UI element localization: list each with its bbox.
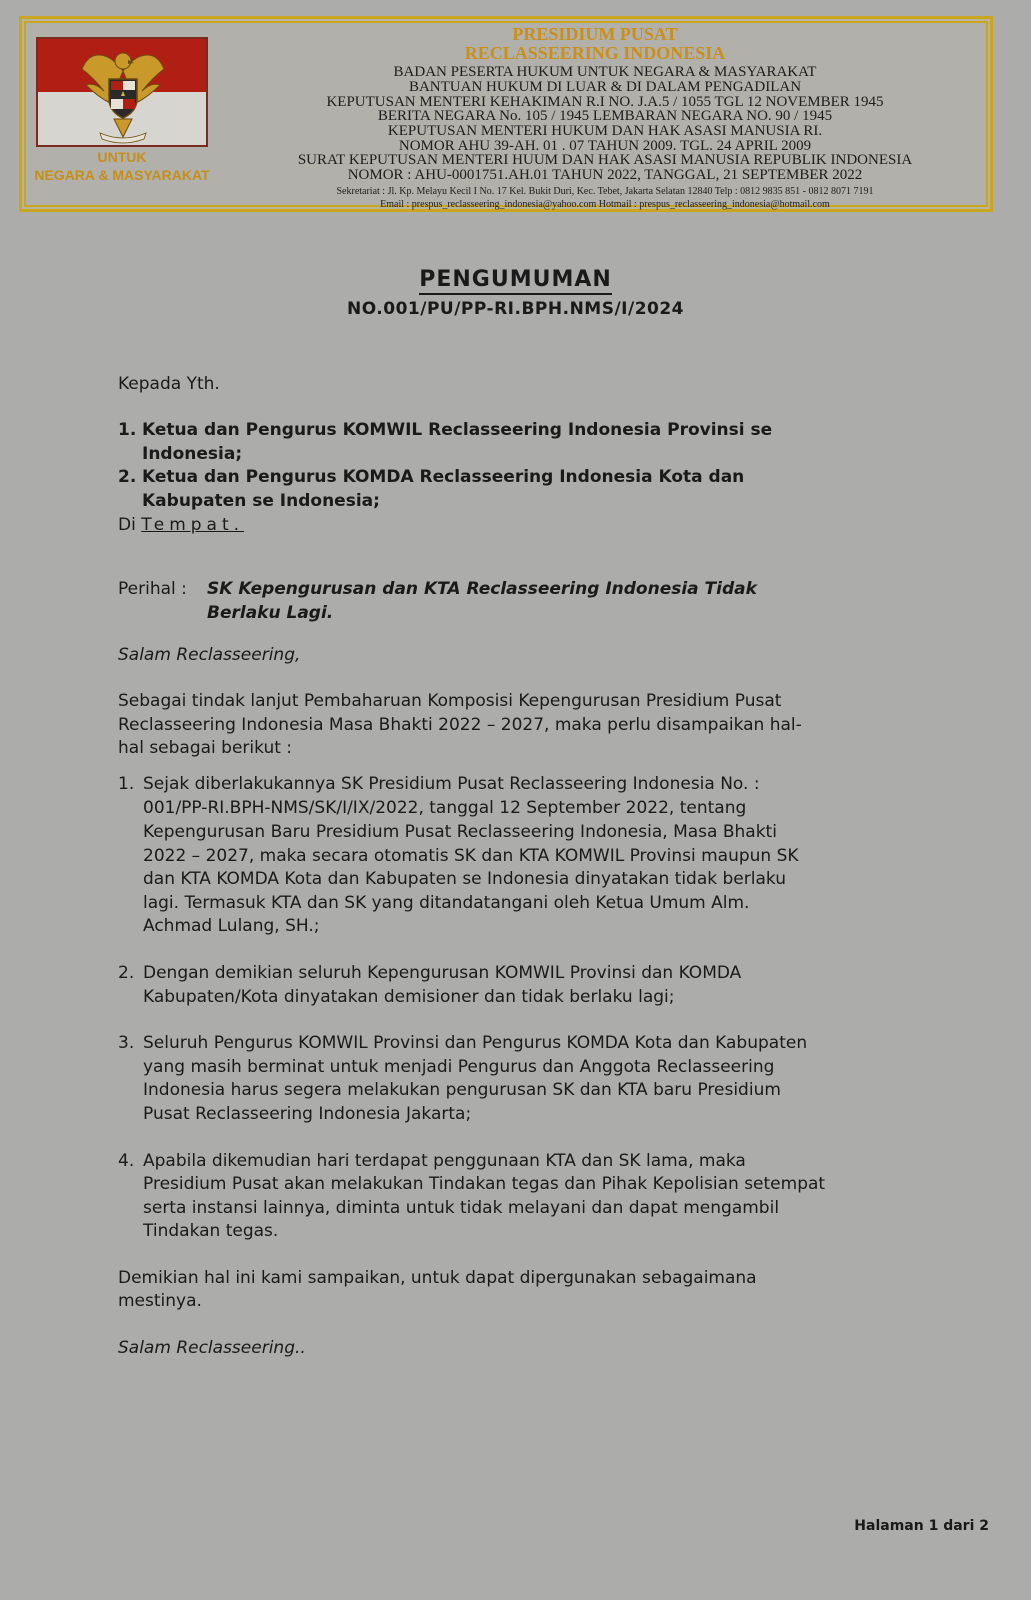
letterhead-email: Email : prespus_reclasseering_indonesia@yahoo.com Hotmail : prespus_reclasseering_indonesia@hotmail.com (380, 199, 830, 210)
page-number: Halaman 1 dari 2 (854, 1518, 989, 1534)
letterhead-line: NOMOR : AHU-0001751.AH.01 TAHUN 2022, TANGGAL, 21 SEPTEMBER 2022 (347, 167, 863, 183)
point-line: Presidium Pusat akan melakukan Tindakan tegas dan Pihak Kepolisian setempat (143, 1174, 826, 1194)
point-line: 2022 – 2027, maka secara otomatis SK dan KTA KOMWIL Provinsi maupun SK (143, 846, 799, 866)
point-line: Apabila dikemudian hari terdapat penggunaan KTA dan SK lama, maka (143, 1151, 746, 1171)
point-line: Dengan demikian seluruh Kepengurusan KOMWIL Provinsi dan KOMDA (143, 963, 742, 983)
recipient-text: Kabupaten se Indonesia; (142, 490, 380, 511)
intro-line: Reclasseering Indonesia Masa Bhakti 2022 – 2027, maka perlu disampaikan hal- (118, 715, 802, 735)
recipient-item (118, 419, 898, 467)
letterhead-line: BERITA NEGARA No. 105 / 1945 LEMBARAN NEGARA NO. 90 / 1945 (377, 108, 833, 124)
letterhead-line: NOMOR AHU 39-AH. 01 . 07 TAHUN 2009. TGL. 24 APRIL 2009 (398, 138, 812, 154)
point-number: 3. (118, 1033, 135, 1053)
letterhead-line: KEPUTUSAN MENTERI HUKUM DAN HAK ASASI MANUSIA RI. (387, 123, 823, 139)
perihal-text: SK Kepengurusan dan KTA Reclasseering Indonesia Tidak (207, 579, 757, 599)
point-number: 2. (118, 963, 135, 983)
point-number: 4. (118, 1151, 135, 1171)
addressee-label: Kepada Yth. (118, 374, 220, 394)
logo-flag (36, 37, 208, 147)
recipient-text: Ketua dan Pengurus KOMDA Reclasseering Indonesia Kota dan (142, 467, 745, 487)
org-subtitle: RECLASSEERING INDONESIA (464, 43, 726, 63)
point-line: Kabupaten/Kota dinyatakan demisioner dan tidak berlaku lagi; (143, 987, 675, 1007)
letterhead-address: Sekretariat : Jl. Kp. Melayu Kecil I No. 17 Kel. Bukit Duri, Kec. Tebet, Jakarta Selatan 12840 Telp : 0812 9835 851 - 0812 8071 7191 (336, 186, 874, 197)
point-line: Kepengurusan Baru Presidium Pusat Reclasseering Indonesia, Masa Bhakti (143, 822, 777, 842)
point-line: Achmad Lulang, SH.; (143, 916, 320, 936)
perihal-label: Perihal : (118, 579, 187, 599)
document-title-text: PENGUMUMAN (419, 267, 612, 295)
point-line: serta instansi lainnya, diminta untuk tidak melayani dan dapat mengambil (143, 1198, 780, 1218)
point-number: 1. (118, 774, 135, 794)
recipient-number: 1. (118, 420, 137, 440)
point-line: dan KTA KOMDA Kota dan Kabupaten se Indonesia dinyatakan tidak berlaku (143, 869, 786, 889)
document-number: NO.001/PU/PP-RI.BPH.NMS/I/2024 (346, 299, 685, 319)
recipient-number: 2. (118, 467, 137, 487)
letterhead-line: KEPUTUSAN MENTERI KEHAKIMAN R.I NO. J.A.5 / 1055 TGL 12 NOVEMBER 1945 (326, 94, 884, 110)
letterhead-line: BANTUAN HUKUM DI LUAR & DI DALAM PENGADILAN (408, 79, 802, 95)
logo-caption-untuk: UNTUK (97, 149, 147, 165)
intro-line: Sebagai tindak lanjut Pembaharuan Komposisi Kepengurusan Presidium Pusat (118, 691, 782, 711)
closing-greeting: Salam Reclasseering.. (118, 1338, 306, 1358)
closing-line: Demikian hal ini kami sampaikan, untuk dapat dipergunakan sebagaimana (118, 1268, 757, 1288)
point-line: Tindakan tegas. (143, 1221, 279, 1241)
intro-line: hal sebagai berikut : (118, 738, 293, 758)
point-line: Pusat Reclasseering Indonesia Jakarta; (143, 1104, 472, 1124)
point-line: yang masih berminat untuk menjadi Pengurus dan Anggota Reclasseering (143, 1057, 775, 1077)
place-line (118, 514, 244, 538)
greeting: Salam Reclasseering, (118, 645, 301, 665)
letterhead-line: BADAN PESERTA HUKUM UNTUK NEGARA & MASYARAKAT (393, 64, 817, 80)
recipient-item (118, 466, 898, 514)
document-title (0, 267, 1031, 292)
point-line: 001/PP-RI.BPH-NMS/SK/I/IX/2022, tanggal 12 September 2022, tentang (143, 798, 747, 818)
point-line: Indonesia harus segera melakukan pengurusan SK dan KTA baru Presidium (143, 1080, 781, 1100)
letterhead-line: SURAT KEPUTUSAN MENTERI HUUM DAN HAK ASASI MANUSIA REPUBLIK INDONESIA (297, 152, 913, 168)
recipient-text: Ketua dan Pengurus KOMWIL Reclasseering Indonesia Provinsi se (142, 420, 773, 440)
closing-line: mestinya. (118, 1291, 202, 1311)
place-prefix: Di (118, 515, 136, 535)
point-line: Sejak diberlakukannya SK Presidium Pusat Reclasseering Indonesia No. : (143, 774, 760, 794)
perihal-text: Berlaku Lagi. (207, 603, 334, 623)
garuda-emblem-icon (78, 41, 168, 145)
logo-caption-negara: NEGARA & MASYARAKAT (34, 167, 210, 183)
point-line: Seluruh Pengurus KOMWIL Provinsi dan Pengurus KOMDA Kota dan Kabupaten (143, 1033, 808, 1053)
point-line: lagi. Termasuk KTA dan SK yang ditandatangani oleh Ketua Umum Alm. (143, 893, 750, 913)
place-text: Tempat. (141, 515, 245, 535)
org-title: PRESIDIUM PUSAT (512, 24, 678, 44)
recipient-text: Indonesia; (142, 443, 243, 464)
